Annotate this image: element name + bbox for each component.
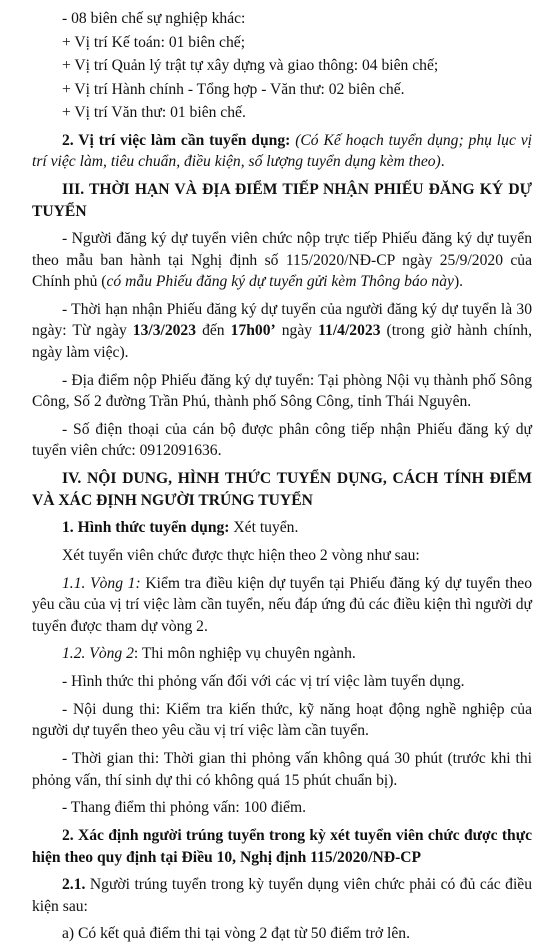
line-admin: + Vị trí Hành chính - Tổng hợp - Văn thư: 02 biên chế. [62,80,405,98]
bullet-scale: - Thang điểm thi phỏng vấn: 100 điểm. [62,799,306,817]
round-1: 1.1. Vòng 1: Kiểm tra điều kiện dự tuyển tại Phiếu đăng ký dự tuyển theo yêu cầu của vị trí việc làm cần tuyển, nếu đáp ứng đủ các điều kiện thì người dự tuyển được tham dự vòng 2. [32,574,532,635]
section-4-intro: Xét tuyển viên chức được thực hiện theo 2 vòng như sau: [62,547,420,565]
bullet-format: - Hình thức thi phỏng vấn đối với các vị trí việc làm tuyển dụng. [62,673,465,691]
round-2: 1.2. Vòng 2: Thi môn nghiệp vụ chuyên ngành. [62,645,356,663]
line-other-positions: - 08 biên chế sự nghiệp khác: [62,10,246,27]
section-2-1: 2.1. Người trúng tuyển trong kỳ tuyển dụng viên chức phải có đủ các điều kiện sau: [32,876,532,915]
section-3-p1: - Người đăng ký dự tuyển viên chức nộp trực tiếp Phiếu đăng ký dự tuyển theo mẫu ban hành tại Nghị định số 115/2020/NĐ-CP ngày 25/9/2020 của Chính phủ (có mẫu Phiếu đăng ký dự tuyển gửi kèm Thông báo này). [32,230,532,291]
section-3-title: III. THỜI HẠN VÀ ĐỊA ĐIỂM TIẾP NHẬN PHIẾU ĐĂNG KÝ DỰ TUYỂN [32,180,532,220]
line-construction-manager: + Vị trí Quản lý trật tự xây dựng và giao thông: 04 biên chế; [62,57,439,75]
section-2-paragraph: 2. Vị trí việc làm cần tuyển dụng: (Có Kế hoạch tuyển dụng; phụ lục vị trí việc làm, tiêu chuẩn, điều kiện, số lượng tuyển dụng kèm theo). [32,131,532,171]
section-4-title: IV. NỘI DUNG, HÌNH THỨC TUYỂN DỤNG, CÁCH TÍNH ĐIỂM VÀ XÁC ĐỊNH NGƯỜI TRÚNG TUYỂN [32,470,532,509]
bullet-time: - Thời gian thi: Thời gian thi phỏng vấn không quá 30 phút (trước khi thi phỏng vấn, thí sinh dự thi có không quá 15 phút chuẩn bị). [32,750,532,789]
condition-a: a) Có kết quả điểm thi tại vòng 2 đạt từ 50 điểm trở lên. [62,925,410,943]
section-4-h2: 2. Xác định người trúng tuyển trong kỳ xét tuyển viên chức được thực hiện theo quy định tại Điều 10, Nghị định 115/2020/NĐ-CP [32,827,532,866]
section-3-p2: - Thời hạn nhận Phiếu đăng ký dự tuyển của người đăng ký dự tuyển là 30 ngày: Từ ngày 13/3/2023 đến 17h00’ ngày 11/4/2023 (trong giờ hành chính, ngày làm việc). [32,300,533,361]
line-clerk: + Vị trí Văn thư: 01 biên chế. [62,104,246,122]
section-4-h1: 1. Hình thức tuyển dụng: Xét tuyển. [62,519,299,537]
section-3-p4: - Số điện thoại của cán bộ được phân công tiếp nhận Phiếu đăng ký dự tuyển viên chức: 0912091636. [32,420,532,460]
section-2-heading: 2. Vị trí việc làm cần tuyển dụng: [62,131,291,149]
section-3-p3: - Địa điểm nộp Phiếu đăng ký dự tuyển: Tại phòng Nội vụ thành phố Sông Công, Số 2 đường Trần Phú, thành phố Sông Công, tỉnh Thái Nguyên. [32,371,532,411]
bullet-content: - Nội dung thi: Kiểm tra kiến thức, kỹ năng hoạt động nghề nghiệp của người dự tuyển theo yêu cầu vị trí việc làm cần tuyển. [32,700,532,740]
line-accountant: + Vị trí Kế toán: 01 biên chế; [62,33,246,51]
section-2-note: (Có Kế hoạch tuyển dụng; phụ lục vị trí việc làm, tiêu chuẩn, điều kiện, số lượng tuyển dụng kèm theo) [32,131,532,171]
